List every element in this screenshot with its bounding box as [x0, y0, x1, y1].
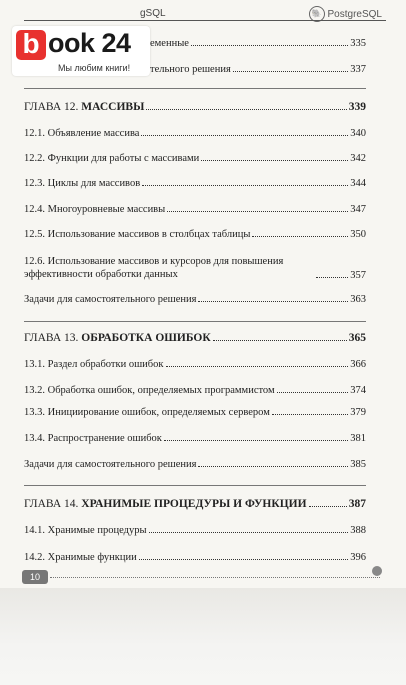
toc-item: Задачи для самостоятельного решения 385: [24, 459, 366, 470]
footer-dot-icon: [372, 566, 382, 576]
footer-rule: [50, 577, 380, 578]
toc-item: 12.4. Многоуровневые массивы 347: [24, 204, 366, 215]
toc-item: 12.5. Использование массивов в столбцах таблицы 350: [24, 229, 366, 240]
toc-item: 12.1. Объявление массива 340: [24, 128, 366, 139]
toc-item: 12.6. Использование массивов и курсоров для повышения эффективности обработки данных 357: [24, 256, 366, 281]
toc-item: 13.3. Инициирование ошибок, определяемых сервером 379: [24, 407, 366, 418]
chapter-divider: [24, 88, 366, 89]
toc-item: 12.2. Функции для работы с массивами 342: [24, 153, 366, 164]
background-below-page: [0, 588, 406, 685]
toc-item: 14.1. Хранимые процедуры 388: [24, 525, 366, 536]
chapter-heading: ГЛАВА 14. ХРАНИМЫЕ ПРОЦЕДУРЫ И ФУНКЦИИ 387: [24, 498, 366, 510]
running-header: gSQL: [140, 8, 166, 19]
chapter-heading: ГЛАВА 12. МАССИВЫ 339: [24, 101, 366, 113]
chapter-heading: ГЛАВА 13. ОБРАБОТКА ОШИБОК 365: [24, 332, 366, 344]
toc-item: еменные 335: [150, 38, 366, 49]
toc-item: 14.2. Хранимые функции 396: [24, 552, 366, 563]
toc-item: Задачи для самостоятельного решения 363: [24, 294, 366, 305]
book24-wordmark: ook 24: [48, 28, 131, 58]
book24-watermark: [12, 26, 150, 76]
toc-item: 13.1. Раздел обработки ошибок 366: [24, 359, 366, 370]
elephant-icon: 🐘: [309, 6, 325, 22]
postgresql-logo-text: PostgreSQL: [327, 8, 382, 20]
page-number: 10: [22, 570, 48, 584]
toc-item: тельного решения 337: [150, 64, 366, 75]
toc-item: 13.4. Распространение ошибок 381: [24, 433, 366, 444]
header-rule: [24, 20, 386, 21]
chapter-divider: [24, 485, 366, 486]
book24-tagline: Мы любим книги!: [58, 63, 131, 73]
toc-item: 13.2. Обработка ошибок, определяемых программистом 374: [24, 385, 366, 396]
chapter-divider: [24, 321, 366, 322]
toc-item: 12.3. Циклы для массивов 344: [24, 178, 366, 189]
book24-b-letter: b: [16, 30, 46, 60]
